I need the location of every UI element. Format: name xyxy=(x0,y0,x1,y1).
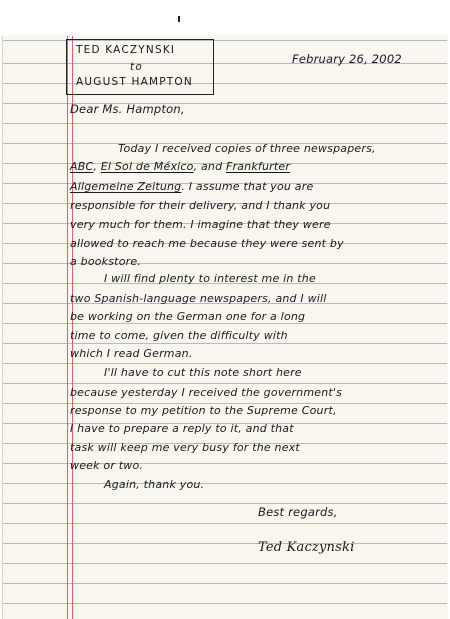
body-line-18: week or two. xyxy=(70,459,144,472)
header-from: TED KACZYNSKI xyxy=(76,44,176,56)
margin-line xyxy=(67,36,73,619)
body-line-8: I will find plenty to interest me in the xyxy=(104,272,316,285)
body-line-13: I'll have to cut this note short here xyxy=(104,366,302,379)
body-line-1: Today I received copies of three newspapers, xyxy=(118,142,376,155)
body-line-4: responsible for their delivery, and I thank you xyxy=(70,199,331,212)
body-line-10: be working on the German one for a long xyxy=(70,310,306,323)
body-line-16: I have to prepare a reply to it, and that xyxy=(70,422,294,435)
header-recipient: AUGUST HAMPTON xyxy=(76,76,193,88)
body-line-5: very much for them. I imagine that they were xyxy=(70,218,331,231)
staple-mark xyxy=(178,16,180,22)
signature: Ted Kaczynski xyxy=(258,540,355,555)
body-line-11: time to come, given the difficulty with xyxy=(70,329,288,342)
body-line-14: because yesterday I received the government's xyxy=(70,386,343,399)
body-line-17: task will keep me very busy for the next xyxy=(70,441,300,454)
body-line-2: ABC, El Sol de México, and Frankfurter xyxy=(70,160,291,173)
salutation: Dear Ms. Hampton, xyxy=(70,102,185,116)
letter-date: February 26, 2002 xyxy=(292,52,402,66)
closing: Best regards, xyxy=(258,505,338,519)
body-line-7: a bookstore. xyxy=(70,255,142,268)
body-line-12: which I read German. xyxy=(70,347,193,360)
letter-sheet xyxy=(2,36,447,619)
body-line-19: Again, thank you. xyxy=(104,478,205,491)
body-line-3: Allgemeine Zeitung. I assume that you are xyxy=(70,180,314,193)
body-line-15: response to my petition to the Supreme Court, xyxy=(70,404,337,417)
body-line-9: two Spanish-language newspapers, and I will xyxy=(70,292,327,305)
body-line-6: allowed to reach me because they were sent by xyxy=(70,237,344,250)
header-to: to xyxy=(130,61,143,73)
